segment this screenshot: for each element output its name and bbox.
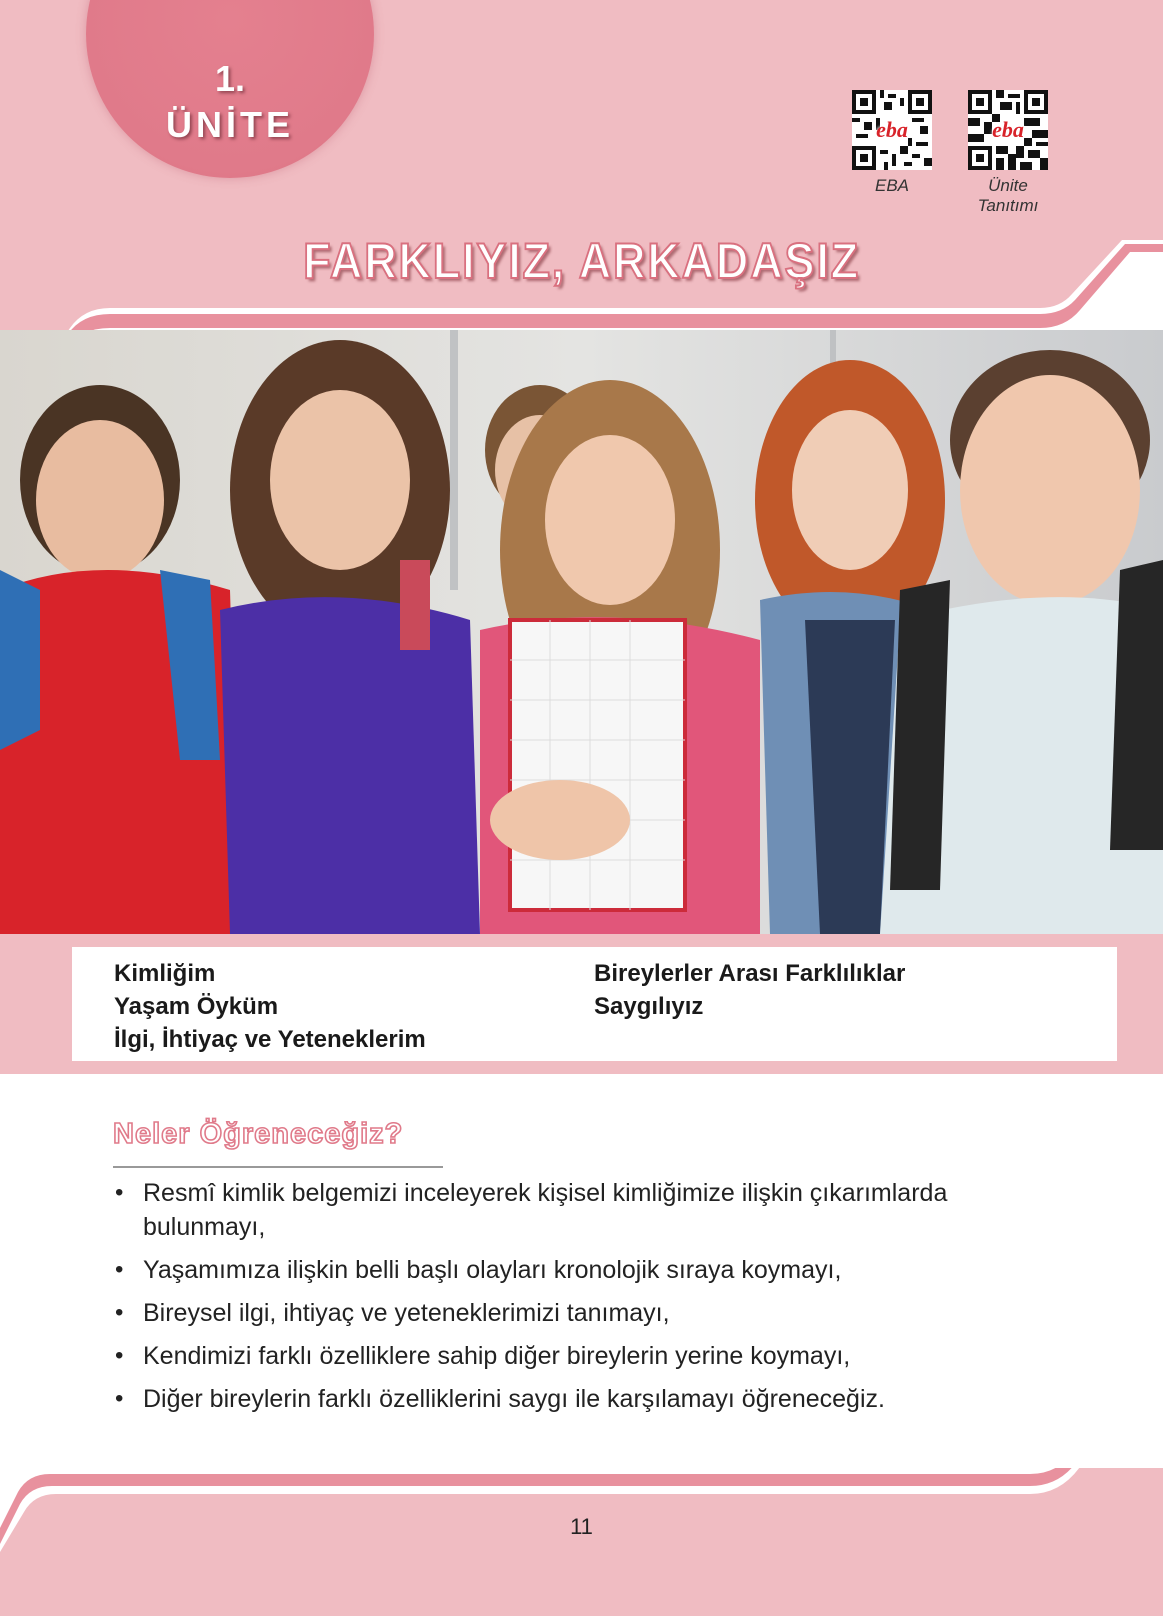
unit-label: ÜNİTE [166, 104, 294, 145]
eba-logo: eba [992, 117, 1024, 142]
footer-background [0, 1468, 1163, 1616]
topic-item: Yaşam Öyküm [114, 993, 279, 1020]
children-photo-illustration [0, 330, 1163, 934]
qr-label-line2: Tanıtımı [977, 196, 1039, 215]
qr-code-eba[interactable] [852, 90, 932, 170]
qr-label-eba: EBA [874, 176, 910, 195]
page-title: FARKLIYIZ, ARKADAŞIZ [303, 233, 860, 289]
hero-photo [0, 330, 1163, 934]
topics-box [72, 947, 1117, 1061]
objectives-list [113, 1176, 1073, 1425]
topic-item: İlgi, İhtiyaç ve Yeteneklerim [114, 1026, 426, 1053]
objective-item: • Kendimizi farklı özelliklere sahip diğer bireylerin yerine koymayı, [113, 1339, 1073, 1373]
objective-item: • Resmî kimlik belgemizi inceleyerek kişisel kimliğimize ilişkin çıkarımlarda bulunmayı, [113, 1176, 1073, 1244]
section-title: Neler Öğreneceğiz? [113, 1118, 404, 1150]
eba-logo: eba [876, 117, 908, 142]
qr-code-unit-intro[interactable] [968, 90, 1048, 170]
topic-item: Bireylerler Arası Farklılıklar [594, 960, 906, 987]
objective-item: • Diğer bireylerin farklı özelliklerini saygı ile karşılamayı öğreneceğiz. [113, 1382, 1073, 1416]
objective-item: • Yaşamımıza ilişkin belli başlı olayları kronolojik sıraya koymayı, [113, 1253, 1073, 1287]
topic-item: Saygılıyız [594, 993, 704, 1020]
objective-item: • Bireysel ilgi, ihtiyaç ve yeteneklerimizi tanımayı, [113, 1296, 1073, 1330]
section-divider [113, 1166, 443, 1168]
topic-item: Kimliğim [114, 960, 216, 987]
qr-label-line1: Ünite [988, 176, 1028, 195]
page-number: 11 [570, 1514, 593, 1539]
qr-label-unit-intro [948, 176, 1068, 216]
unit-number: 1. [214, 58, 246, 99]
